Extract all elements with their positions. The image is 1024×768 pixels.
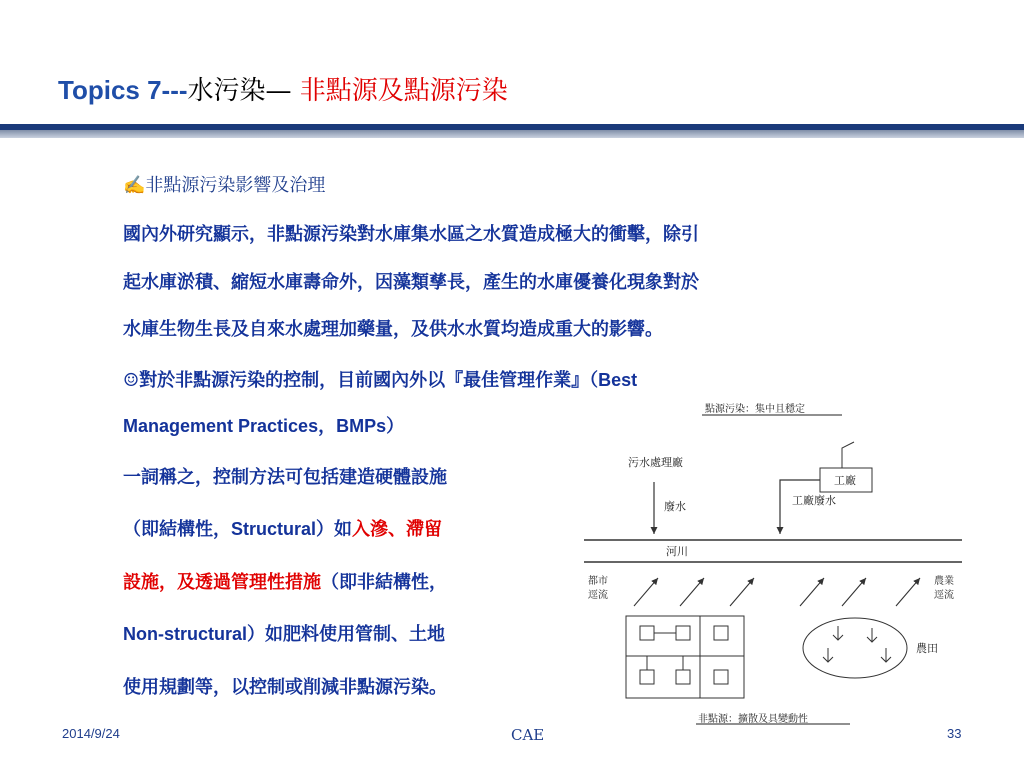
bmp-text: （即結構性， — [123, 519, 231, 540]
bmp-text: ）如 — [316, 519, 353, 540]
bmp-text-en: Structural — [231, 519, 317, 539]
bmp-line-1 — [123, 366, 953, 392]
bmp-text-highlight: 入滲、滯留 — [352, 519, 443, 540]
title-chinese: 水污染— — [187, 76, 292, 106]
bmp-text: ） — [386, 416, 405, 437]
bmp-text: （即非結構性， — [321, 572, 447, 593]
bmp-line-3: 一詞稱之，控制方法可包括建造硬體設施 — [123, 467, 447, 488]
bmp-text-en: Non-structural — [123, 624, 248, 644]
urban-blocks — [626, 616, 744, 698]
runoff-arrows — [634, 578, 920, 606]
factory-chimney — [842, 442, 854, 468]
title-english: Topics 7--- — [58, 75, 188, 105]
slide-title — [58, 70, 508, 107]
paragraph-line: 起水庫淤積、縮短水庫壽命外，因藻類孳長，產生的水庫優養化現象對於 — [123, 272, 699, 293]
title-chinese-highlight: 非點源及點源污染 — [291, 76, 508, 106]
factory-waste-arrow — [780, 480, 820, 534]
footer-date: 2014/9/24 — [62, 726, 120, 741]
bmp-text-en: Best — [598, 370, 638, 390]
paragraph-line: 水庫生物生長及自來水處理加藥量，及供水水質均造成重大的影響。 — [123, 319, 663, 340]
bmp-text: ， — [318, 416, 337, 437]
bmp-text-highlight: 設施，及透過管理性措施 — [123, 572, 321, 593]
farm-runoff-label: 農業逕流 — [934, 576, 954, 601]
waste-water-label: 廢水 — [664, 500, 686, 513]
farmland-outline — [803, 618, 907, 678]
bmp-text: ）如肥料使用管制、土地 — [247, 624, 446, 645]
factory-label: 工廠 — [834, 474, 856, 487]
river-label: 河川 — [666, 545, 688, 558]
paragraph-line: 國內外研究顯示，非點源污染對水庫集水區之水質造成極大的衝擊，除引 — [123, 224, 699, 245]
footer-center-label: CAE — [511, 726, 545, 744]
title-rule-light — [0, 130, 1024, 138]
subheading-text: 非點源污染影響及治理 — [145, 175, 326, 196]
bmp-text-en: Management Practices — [123, 416, 319, 436]
smiley-icon: ☺ — [123, 370, 140, 391]
pollution-diagram — [580, 398, 970, 728]
bottom-caption: 非點源：擴散及具變動性 — [698, 714, 808, 725]
hand-writing-icon: ✍ — [123, 175, 146, 196]
footer-page-number: 33 — [947, 726, 962, 741]
bmp-line-7: 使用規劃等，以控制或削減非點源污染。 — [123, 677, 447, 698]
sewage-plant-label: 污水處理廠 — [628, 456, 683, 469]
farmland-label: 農田 — [916, 642, 938, 655]
urban-runoff-label: 都市逕流 — [588, 576, 608, 601]
bmp-text: 對於非點源污染的控制，目前國內外以『最佳管理作業』（ — [139, 370, 599, 391]
farmland-arrows — [823, 626, 891, 662]
top-caption: 點源污染：集中且穩定 — [705, 404, 805, 415]
subheading — [123, 171, 325, 197]
bmp-abbr: BMPs — [336, 416, 387, 436]
factory-waste-label: 工廠廢水 — [792, 494, 836, 507]
